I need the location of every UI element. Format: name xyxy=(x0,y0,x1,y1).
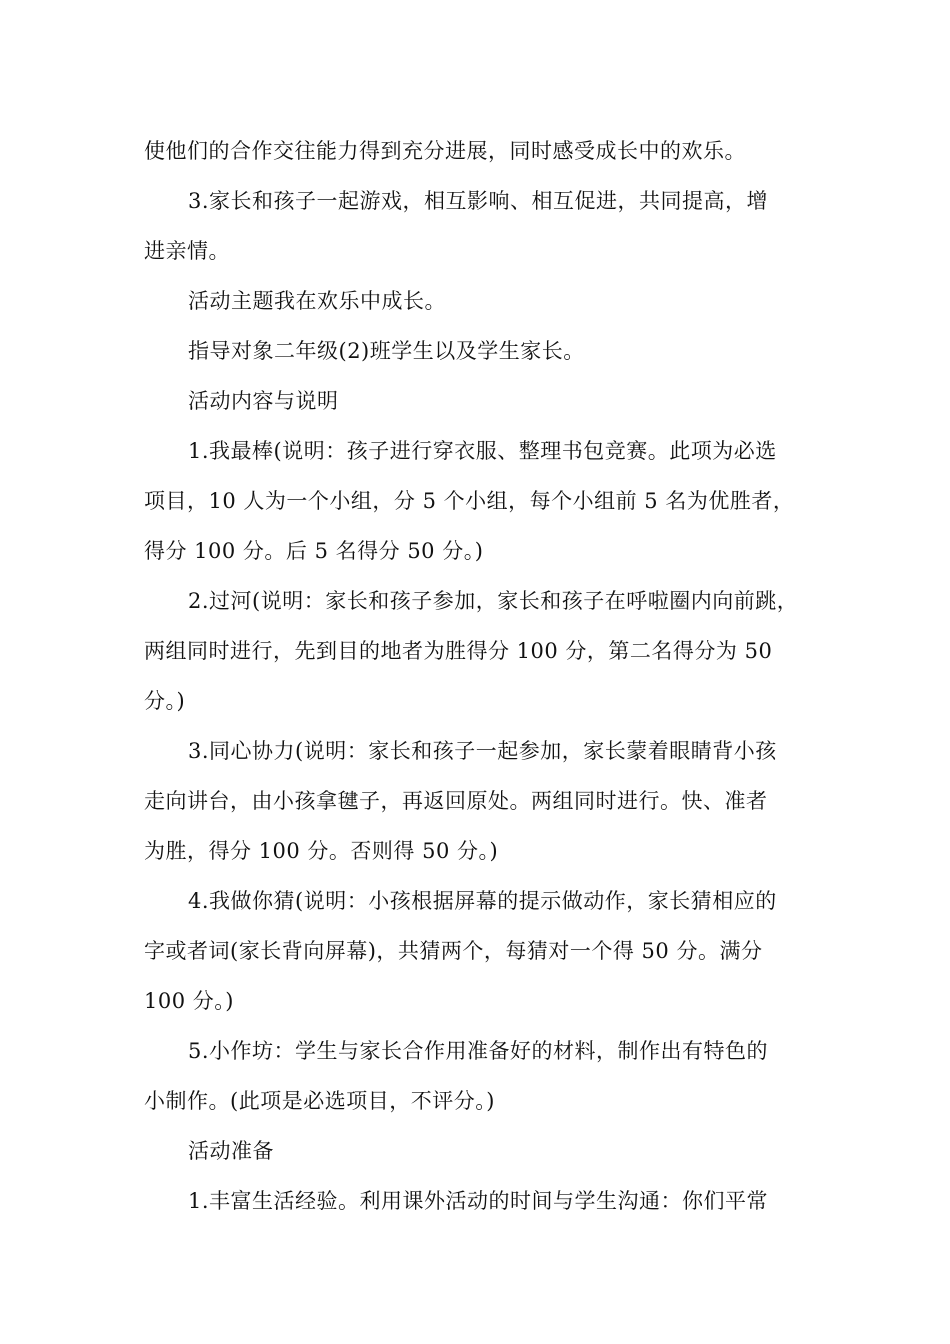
document-body xyxy=(144,126,812,1226)
text-line: 得分 100 分。后 5 名得分 50 分。) xyxy=(144,539,484,563)
text-line: 字或者词(家长背向屏幕)，共猜两个，每猜对一个得 50 分。满分 xyxy=(144,939,763,963)
text-line: 3.同心协力(说明：家长和孩子一起参加，家长蒙着眼睛背小孩 xyxy=(188,739,777,763)
text-line: 小制作。(此项是必选项目，不评分。) xyxy=(144,1089,495,1113)
text-line: 2.过河(说明：家长和孩子参加，家长和孩子在呼啦圈内向前跳， xyxy=(188,589,799,613)
text-line: 两组同时进行，先到目的地者为胜得分 100 分，第二名得分为 50 xyxy=(144,639,773,663)
section-heading-activity-preparation: 活动准备 xyxy=(188,1139,274,1163)
section-heading-activity-theme: 活动主题我在欢乐中成长。 xyxy=(188,289,446,313)
text-line: 为胜，得分 100 分。否则得 50 分。) xyxy=(144,839,499,863)
text-line: 使他们的合作交往能力得到充分进展，同时感受成长中的欢乐。 xyxy=(144,139,746,163)
section-heading-activity-content: 活动内容与说明 xyxy=(188,389,339,413)
text-line: 100 分。) xyxy=(144,989,234,1013)
text-line: 走向讲台，由小孩拿毽子，再返回原处。两组同时进行。快、准者 xyxy=(144,789,768,813)
text-line: 3.家长和孩子一起游戏，相互影响、相互促进，共同提高，增 xyxy=(188,189,769,213)
text-line: 1.我最棒(说明：孩子进行穿衣服、整理书包竞赛。此项为必选 xyxy=(188,439,777,463)
text-line: 项目，10 人为一个小组，分 5 个小组，每个小组前 5 名为优胜者， xyxy=(144,489,795,513)
text-line: 5.小作坊：学生与家长合作用准备好的材料，制作出有特色的 xyxy=(188,1039,769,1063)
section-heading-target-audience: 指导对象二年级(2)班学生以及学生家长。 xyxy=(188,339,585,363)
text-line: 分。) xyxy=(144,689,186,713)
text-line: 1.丰富生活经验。利用课外活动的时间与学生沟通：你们平常 xyxy=(188,1189,769,1213)
text-line: 4.我做你猜(说明：小孩根据屏幕的提示做动作，家长猜相应的 xyxy=(188,889,777,913)
text-line: 进亲情。 xyxy=(144,239,230,263)
